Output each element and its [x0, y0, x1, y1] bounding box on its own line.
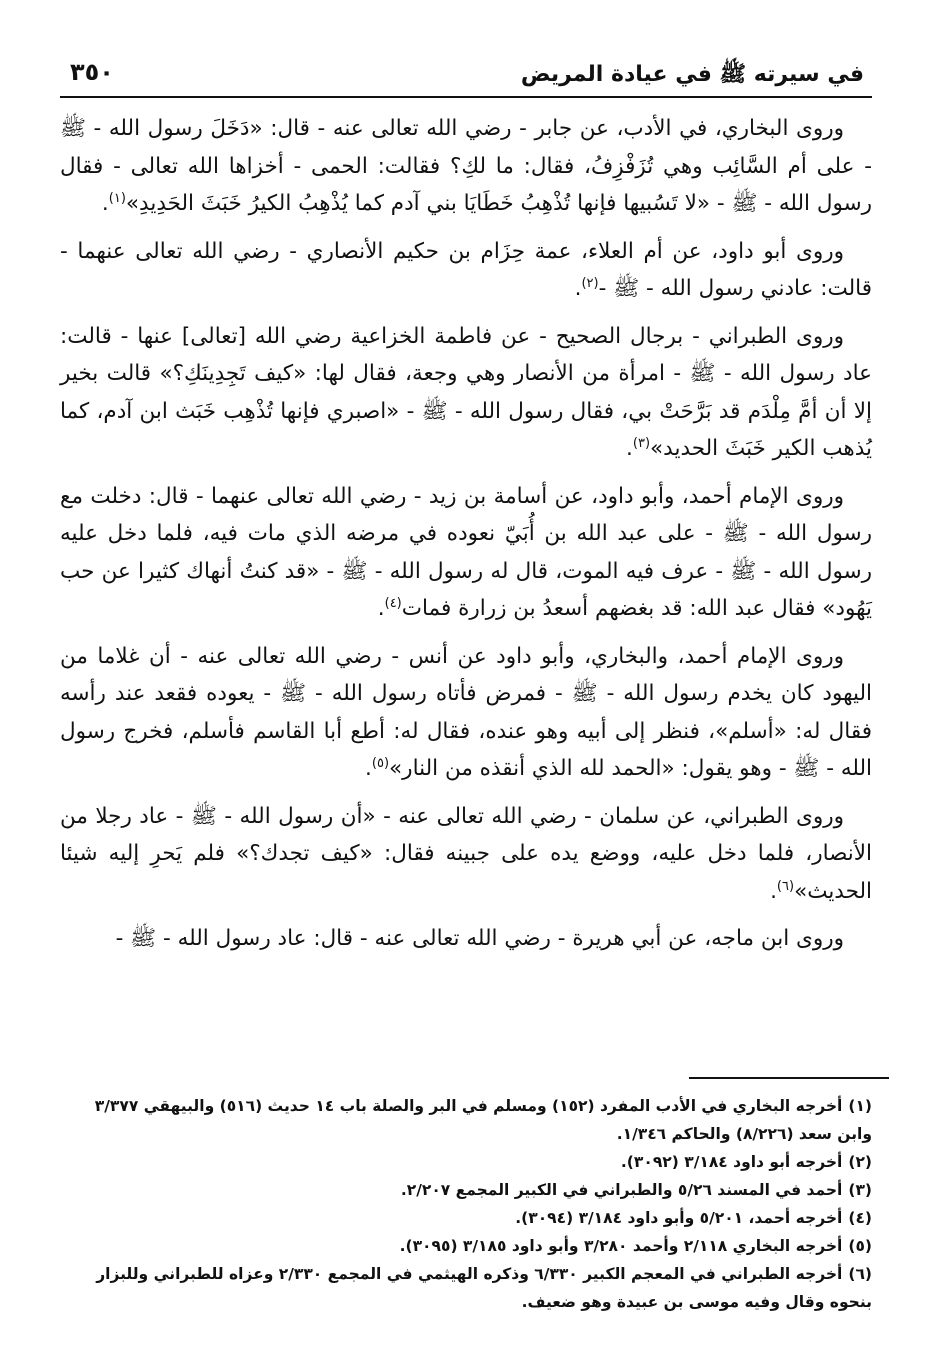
footnote-reference: (٣) — [632, 435, 651, 451]
paragraph: وروى الإمام أحمد، والبخاري، وأبو داود عن أنس - رضي الله تعالى عنه - أن غلاما من اليهود كان يخدم رسول الله - ﷺ - فمرض فأتاه رسول الله - ﷺ - يعوده فقعد عند رأسه فقال له: «أسلم»، فنظر إلى أبيه وهو عنده، فقال له: أطع أبا القاسم فأسلم، فخرج رسول الله - ﷺ - وهو يقول: «الحمد لله الذي أنقذه من النار»$^{(٥)}$. — [60, 643, 872, 781]
paragraph: وروى البخاري، في الأدب، عن جابر - رضي الله تعالى عنه - قال: «دَخَلَ رسول الله - ﷺ - على أم السَّائِب وهي تُزَفْزِفُ، فقال: ما لكِ؟ فقالت: الحمى - أخزاها الله تعالى - فقال رسول الله - ﷺ - «لا تَسُبيها فإنها تُذْهِبُ خَطَايَا بني آدم كما يُذْهِبُ الكيرُ خَبَثَ الحَدِيدِ»$^{(١)}$. — [60, 116, 872, 216]
footnote-reference: (٥) — [371, 755, 390, 771]
running-title: في سيرته ﷺ في عيادة المريض — [520, 62, 864, 87]
book-page — [60, 56, 872, 958]
footnote-reference: (٤) — [384, 595, 402, 611]
paragraph-text: وروى الإمام أحمد، والبخاري، وأبو داود عن أنس - رضي الله تعالى عنه - أن غلاما من اليهود كان يخدم رسول الله - ﷺ - فمرض فأتاه رسول الله - ﷺ - يعوده فقعد عند رأسه فقال له: «أسلم»، فنظر إلى أبيه وهو عنده، فقال له: أطع أبا القاسم فأسلم، فخرج رسول الله - ﷺ - وهو يقول: «الحمد لله الذي أنقذه من النار» — [60, 643, 872, 781]
footnote-text: أخرجه البخاري ٢/١١٨ وأحمد ٣/٢٨٠ وأبو داود ٣/١٨٥ (٣٠٩٥). — [399, 1237, 843, 1255]
main-text — [60, 110, 872, 958]
footnote — [60, 1260, 872, 1316]
footnote — [60, 1176, 872, 1204]
footnote-number: (١) — [848, 1097, 872, 1115]
footnote-reference: (٢) — [581, 275, 599, 291]
paragraph: وروى أبو داود، عن أم العلاء، عمة حِزَام بن حكيم الأنصاري - رضي الله تعالى عنهما - قالت: عادني رسول الله - ﷺ -$^{(٢)}$. — [60, 238, 872, 301]
paragraph-text: وروى الطبراني، عن سلمان - رضي الله تعالى عنه - «أن رسول الله - ﷺ - عاد رجلا من الأنصار، فلما دخل عليه، ووضع يده على جبينه فقال: «كيف تجدك؟» فلم يَحرِ إليه شيئا الحديث» — [60, 803, 872, 904]
footnote-number: (٣) — [848, 1181, 872, 1199]
footnote-number: (٥) — [848, 1237, 872, 1255]
footnote-number: (٢) — [848, 1153, 872, 1171]
footnote — [60, 1148, 872, 1176]
paragraph-text: وروى أبو داود، عن أم العلاء، عمة حِزَام بن حكيم الأنصاري - رضي الله تعالى عنهما - قالت: عادني رسول الله - ﷺ - — [60, 238, 872, 301]
footnote-text: أحمد في المسند ٥/٢٦ والطبراني في الكبير المجمع ٢/٢٠٧. — [400, 1181, 843, 1199]
footnote — [60, 1204, 872, 1232]
paragraph-text: وروى الإمام أحمد، وأبو داود، عن أسامة بن زيد - رضي الله تعالى عنهما - قال: دخلت مع رسول الله - ﷺ - على عبد الله بن أُبَيّ نعوده في مرضه الذي مات فيه، فلما دخل عليه رسول الله - ﷺ - عرف فيه الموت، قال له رسول الله - ﷺ - «قد كنتُ أنهاك كثيرا عن حب يَهُود» فقال عبد الله: قد بغضهم أسعدُ بن زرارة فمات — [60, 483, 872, 621]
footnote — [60, 1232, 872, 1260]
paragraph-text: وروى البخاري، في الأدب، عن جابر - رضي الله تعالى عنه - قال: «دَخَلَ رسول الله - ﷺ - على أم السَّائِب وهي تُزَفْزِفُ، فقال: ما لكِ؟ فقالت: الحمى - أخزاها الله تعالى - فقال رسول الله - ﷺ - «لا تَسُبيها فإنها تُذْهِبُ خَطَايَا بني آدم كما يُذْهِبُ الكيرُ خَبَثَ الحَدِيدِ» — [60, 116, 872, 216]
paragraph: وروى الطبراني، عن سلمان - رضي الله تعالى عنه - «أن رسول الله - ﷺ - عاد رجلا من الأنصار، فلما دخل عليه، ووضع يده على جبينه فقال: «كيف تجدك؟» فلم يَحرِ إليه شيئا الحديث»$^{(٦)}$. — [60, 803, 872, 904]
footnote — [60, 1092, 872, 1148]
footnote-text: أخرجه أبو داود ٣/١٨٤ (٣٠٩٢). — [620, 1153, 843, 1171]
footnote-number: (٦) — [848, 1265, 872, 1283]
page-header — [60, 56, 872, 98]
paragraph-text: وروى الطبراني - برجال الصحيح - عن فاطمة الخزاعية رضي الله [تعالى] عنها - قالت: عاد رسول الله - ﷺ - امرأة من الأنصار وهي وجعة، فقال لها: «كيف تَجِدِينَكِ؟» قالت بخير إلا أن أمَّ مِلْدَم قد بَرَّحَتْ بي، فقال رسول الله - ﷺ - «اصبري فإنها تُذْهِب خَبَث ابن آدم، كما يُذهب الكير خَبَثَ الحديد» — [60, 323, 872, 461]
footnote-divider — [689, 1077, 889, 1079]
page-number: ٣٥٠ — [70, 58, 114, 86]
footnote-number: (٤) — [848, 1209, 872, 1227]
paragraph — [60, 920, 872, 958]
footnotes — [60, 1092, 872, 1316]
paragraph: وروى الإمام أحمد، وأبو داود، عن أسامة بن زيد - رضي الله تعالى عنهما - قال: دخلت مع رسول الله - ﷺ - على عبد الله بن أُبَيّ نعوده في مرضه الذي مات فيه، فلما دخل عليه رسول الله - ﷺ - عرف فيه الموت، قال له رسول الله - ﷺ - «قد كنتُ أنهاك كثيرا عن حب يَهُود» فقال عبد الله: قد بغضهم أسعدُ بن زرارة فمات$^{(٤)}$. — [60, 483, 872, 621]
footnote-text: أخرجه أحمد، ٥/٢٠١ وأبو داود ٣/١٨٤ (٣٠٩٤). — [515, 1209, 843, 1227]
footnote-text: أخرجه الطبراني في المعجم الكبير ٦/٣٣٠ وذكره الهيثمي في المجمع ٢/٣٣٠ وعزاه للطبراني وللبزار بنحوه وقال وفيه موسى بن عبيدة وهو ضعيف. — [96, 1265, 872, 1311]
footnote-reference: (١) — [108, 190, 126, 206]
footnote-text: أخرجه البخاري في الأدب المفرد (١٥٢) ومسلم في البر والصلة باب ١٤ حديث (٥١٦) والبيهقي ٣/٣٧٧ وابن سعد (٨/٢٢٦) والحاكم ١/٣٤٦. — [94, 1097, 872, 1143]
paragraph-text: وروى ابن ماجه، عن أبي هريرة - رضي الله تعالى عنه - قال: عاد رسول الله - ﷺ - — [115, 926, 844, 951]
footnote-reference: (٦) — [776, 878, 795, 894]
paragraph: وروى الطبراني - برجال الصحيح - عن فاطمة الخزاعية رضي الله [تعالى] عنها - قالت: عاد رسول الله - ﷺ - امرأة من الأنصار وهي وجعة، فقال لها: «كيف تَجِدِينَكِ؟» قالت بخير إلا أن أمَّ مِلْدَم قد بَرَّحَتْ بي، فقال رسول الله - ﷺ - «اصبري فإنها تُذْهِب خَبَث ابن آدم، كما يُذهب الكير خَبَثَ الحديد»$^{(٣)}$. — [60, 323, 872, 461]
